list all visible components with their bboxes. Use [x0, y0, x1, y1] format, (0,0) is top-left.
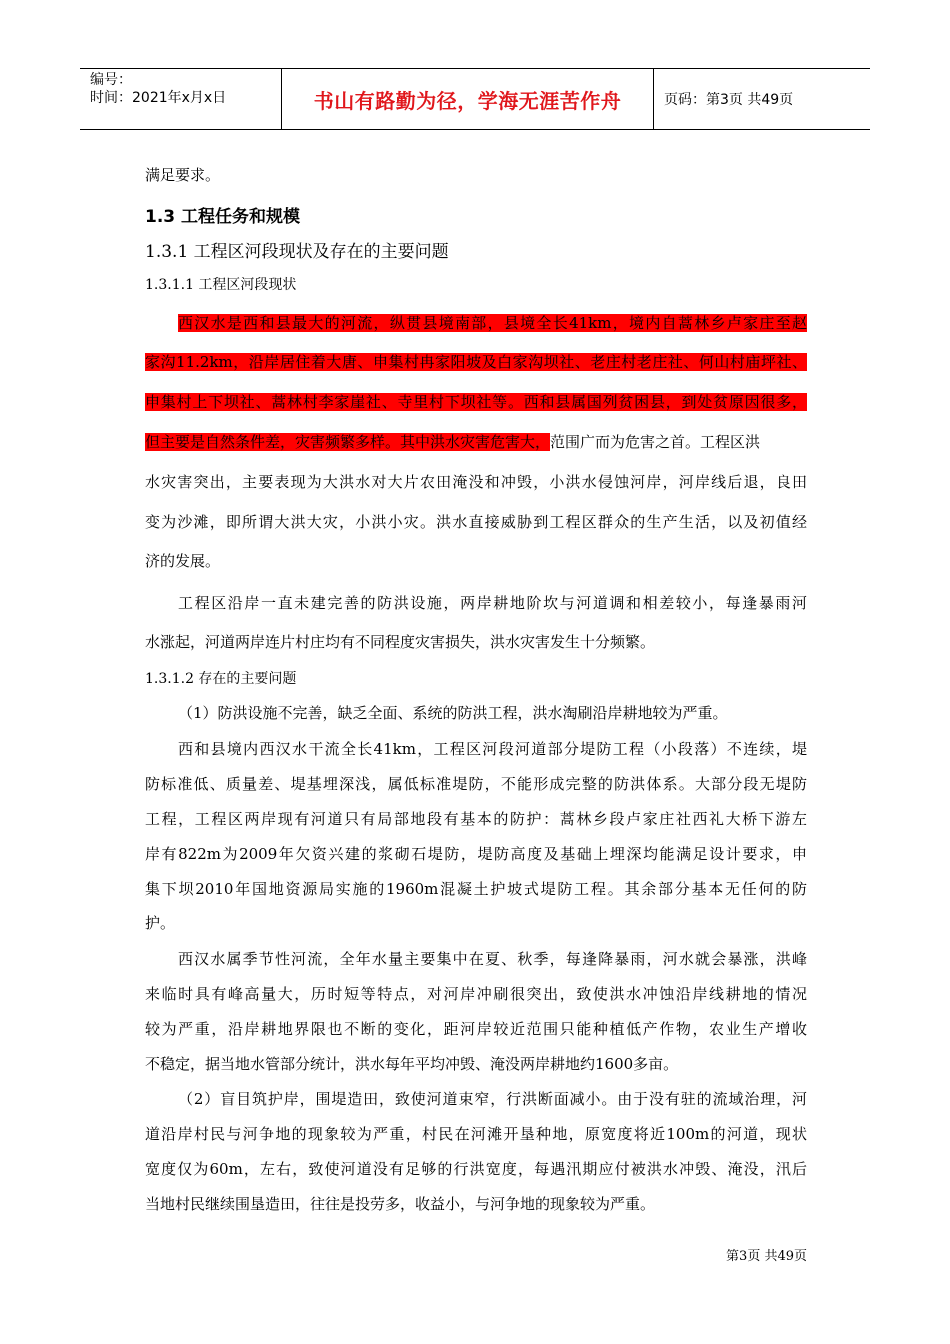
paragraph-line: 水灾害突出，主要表现为大洪水对大片农田淹没和冲毁，小洪水侵蚀河岸，河岸线后退，良田: [145, 473, 807, 491]
paragraph-line: 较为严重，沿岸耕地界限也不断的变化，距河岸较近范围只能种植低产作物，农业生产增收: [145, 1020, 807, 1038]
highlighted-text: 但主要是自然条件差，灾害频繁多样。其中洪水灾害危害大，: [145, 433, 551, 451]
paragraph-line: （2）盲目筑护岸，围堤造田，致使河道束窄，行洪断面减小。由于没有驻的流域治理，河: [178, 1090, 807, 1108]
highlighted-text: 家沟11.2km，沿岸居住着大唐、申集村冉家阳坡及白家沟坝社、老庄村老庄社、何山村庙坪社、: [145, 353, 807, 371]
header-time: 时间：2021年x月x日: [90, 90, 227, 106]
paragraph-line: 岸有822m为2009年欠资兴建的浆砌石堤防，堤防高度及基础上埋深均能满足设计要求，申: [145, 845, 807, 863]
paragraph-line: 不稳定，据当地水管部分统计，洪水每年平均冲毁、淹没两岸耕地约1600多亩。: [145, 1055, 679, 1073]
text-span: 范围广而为危害之首。工程区洪: [550, 433, 761, 451]
paragraph-line: 西和县境内西汉水干流全长41km，工程区河段河道部分堤防工程（小段落）不连续，堤: [178, 740, 807, 758]
header-meta: [80, 69, 282, 129]
section-heading: 1.3 工程任务和规模: [145, 207, 301, 227]
subsubsection-heading: 1.3.1.1 工程区河段现状: [145, 277, 297, 293]
subsubsection-heading: 1.3.1.2 存在的主要问题: [145, 671, 297, 687]
paragraph-line: （1）防洪设施不完善，缺乏全面、系统的防洪工程，洪水淘刷沿岸耕地较为严重。: [178, 704, 728, 722]
paragraph-line: 来临时具有峰高量大，历时短等特点，对河岸冲刷很突出，致使洪水冲蚀沿岸线耕地的情况: [145, 985, 807, 1003]
paragraph-line: 西汉水属季节性河流，全年水量主要集中在夏、秋季，每逢降暴雨，河水就会暴涨，洪峰: [178, 950, 807, 968]
paragraph-line: 工程，工程区两岸现有河道只有局部地段有基本的防护：蒿林乡段卢家庄社西礼大桥下游左: [145, 810, 807, 828]
header-page-number: 页码：第3页 共49页: [664, 92, 794, 108]
paragraph-line: 防标准低、质量差、堤基埋深浅，属低标准堤防，不能形成完整的防洪体系。大部分段无堤防: [145, 775, 807, 793]
paragraph-line: 工程区沿岸一直未建完善的防洪设施，两岸耕地阶坎与河道调和相差较小，每逢暴雨河: [178, 594, 807, 612]
header-number: 编号：: [90, 72, 132, 88]
paragraph-line: 道沿岸村民与河争地的现象较为严重，村民在河滩开垦种地，原宽度将近100m的河道，现状: [145, 1125, 807, 1143]
paragraph-line: 护。: [145, 914, 176, 932]
paragraph-line: [178, 312, 807, 333]
paragraph-line: [145, 391, 807, 412]
footer-page-number: 第3页 共49页: [726, 1249, 807, 1264]
text-line: 满足要求。: [145, 166, 221, 184]
page-header: [80, 68, 870, 130]
highlighted-text: 西汉水是西和县最大的河流，纵贯县境南部，县境全长41km，境内自蒿林乡卢家庄至赵: [178, 314, 807, 332]
paragraph-line: [145, 431, 807, 452]
paragraph-line: 水涨起，河道两岸连片村庄均有不同程度灾害损失，洪水灾害发生十分频繁。: [145, 633, 656, 651]
paragraph-line: 济的发展。: [145, 552, 221, 570]
subsection-heading: 1.3.1 工程区河段现状及存在的主要问题: [145, 242, 449, 262]
paragraph-line: [145, 351, 807, 372]
paragraph-line: 变为沙滩，即所谓大洪大灾，小洪小灾。洪水直接威胁到工程区群众的生产生活，以及初值经: [145, 513, 807, 531]
paragraph-line: 当地村民继续围垦造田，往往是投劳多，收益小，与河争地的现象较为严重。: [145, 1195, 656, 1213]
paragraph-line: 宽度仅为60m，左右，致使河道没有足够的行洪宽度，每遇汛期应付被洪水冲毁、淹没，汛后: [145, 1160, 807, 1178]
highlighted-text: 申集村上下坝社、蒿林村李家崖社、寺里村下坝社等。西和县属国列贫困县，到处贫原因很多，: [145, 393, 807, 411]
header-motto: 书山有路勤为径，学海无涯苦作舟: [282, 69, 654, 129]
paragraph-line: 集下坝2010年国地资源局实施的1960m混凝土护坡式堤防工程。其余部分基本无任何的防: [145, 880, 807, 898]
